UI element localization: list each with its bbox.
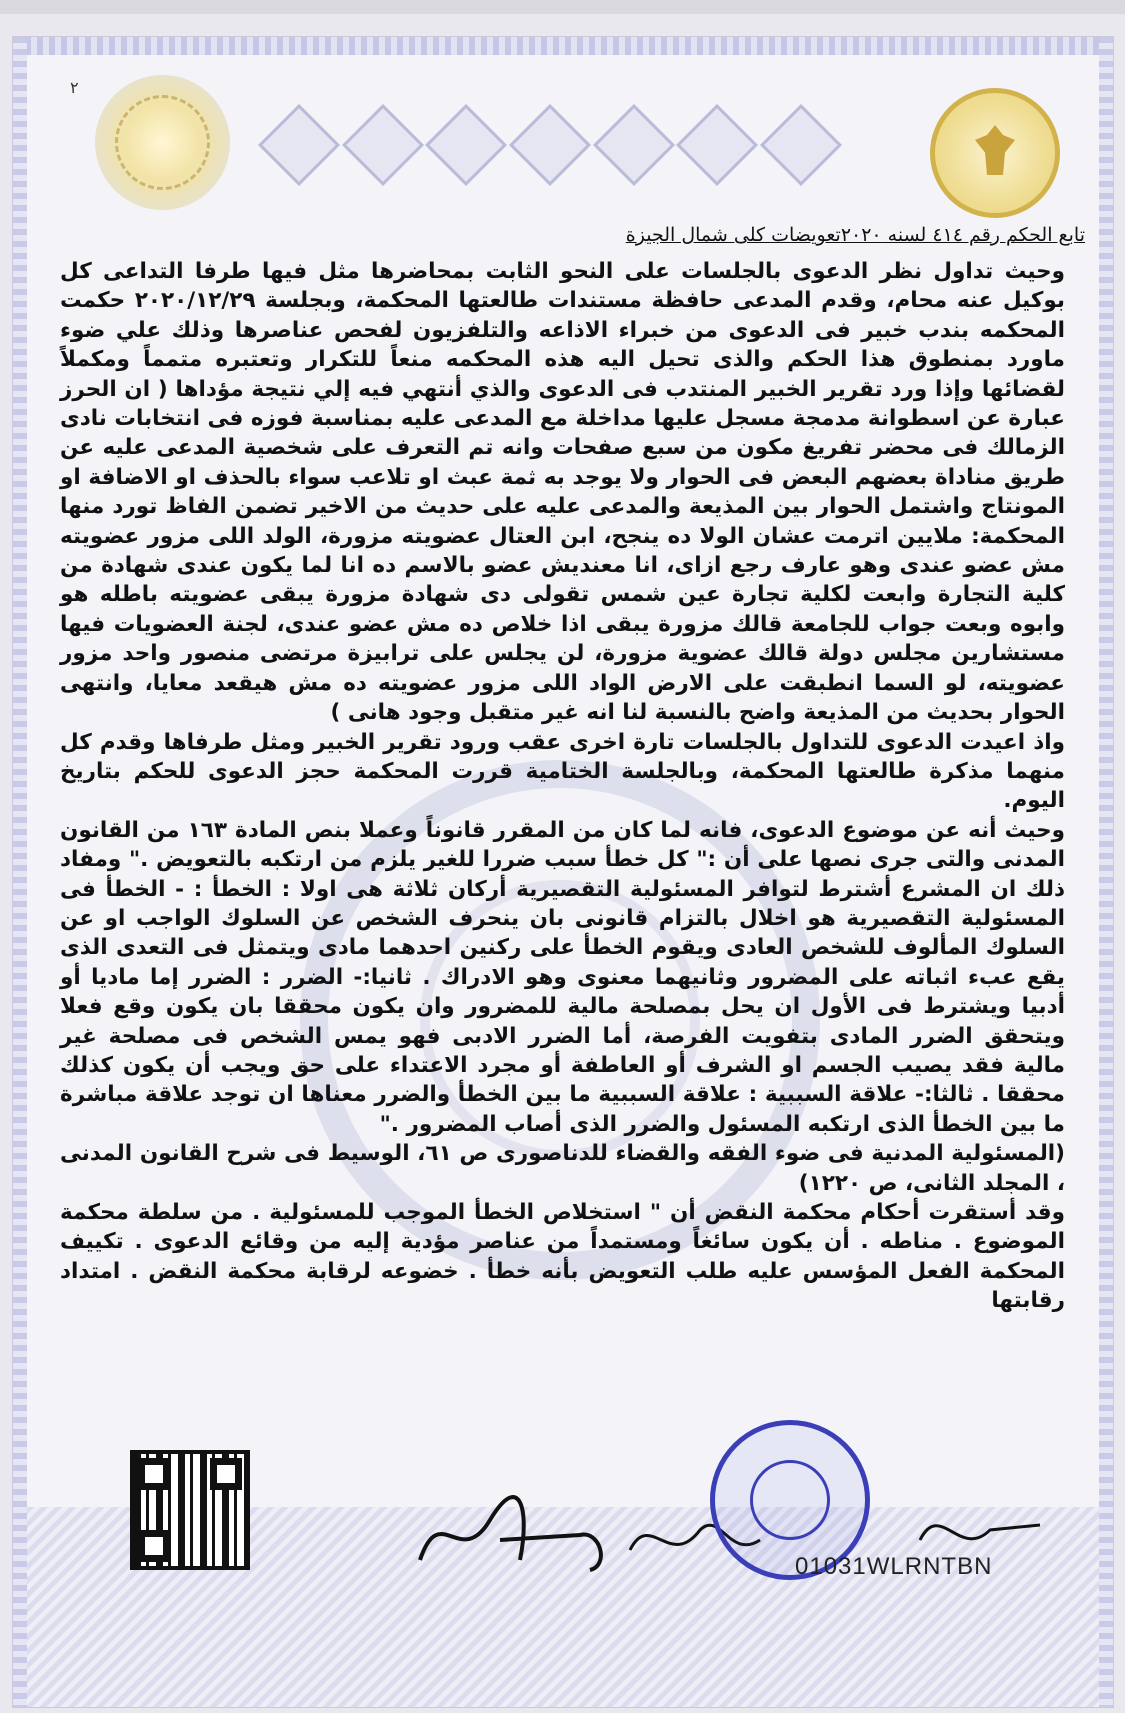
ornament-diamond xyxy=(258,104,340,186)
serial-number: 01031WLRNTBN xyxy=(795,1553,993,1580)
paragraph-reopening: واذ اعيدت الدعوى للتداول بالجلسات تارة اخرى عقب ورود تقرير الخبير ومثل طرفاها وقدم كل منهما مذكرة طالعتها المحكمة، وبالجلسة الختامية قررت المحكمة حجز الدعوى للحكم بتاريخ اليوم. xyxy=(60,729,1065,814)
ornament-diamond xyxy=(593,104,675,186)
security-border-right xyxy=(1099,37,1113,1707)
qr-finder xyxy=(138,1530,170,1562)
qr-finder xyxy=(210,1458,242,1490)
security-border-top xyxy=(13,37,1113,55)
screen-top-bar xyxy=(0,0,1125,14)
ornament-band xyxy=(270,100,830,190)
hologram-seal-ring xyxy=(115,95,210,190)
page-number: ٢ xyxy=(70,78,79,97)
judgment-body xyxy=(60,257,1065,1316)
ornament-diamond xyxy=(760,104,842,186)
ornament-diamond xyxy=(676,104,758,186)
security-border-left xyxy=(13,37,27,1707)
paragraph-cassation: وقد أستقرت أحكام محكمة النقض أن " استخلاص الخطأ الموجب للمسئولية . من سلطة محكمة الموضوع . مناطه . أن يكون سائغاً ومستمداً من عناصر مؤدية إليه من وقائع الدعوى . تكييف المحكمة الفعل المؤسس عليه طلب التعويض بأنه خطأ . خضوعه لرقابة محكمة النقض . امتداد رقابتها xyxy=(60,1200,1065,1314)
paragraph-proceedings: وحيث تداول نظر الدعوى بالجلسات على النحو الثابت بمحاضرها مثل فيها طرفا التداعى كل بوكيل عنه محام، وقدم المدعى حافظة مستندات طالعتها المحكمة، وبجلسة ٢٠٢٠/١٢/٢٩ حكمت المحكمه بندب خبير فى الدعوى من خبراء الاذاعه والتلفزيون لفحص عناصرها وذلك علي ضوء ماورد بمنطوق هذا الحكم والذى تحيل اليه هذه المحكمه منعاً للتكرار وتعتبره متمماً ومكملاً لقضائها وإذا ورد تقرير الخبير المنتدب فى الدعوى والذي أنتهي فيه إلي نتيجة مؤداها ( ان الحرز عبارة عن اسطوانة مدمجة مسجل عليها مداخلة مع المدعى عليه بمناسبة فوزه فى انتخابات نادى الزمالك فى محضر تفريغ مكون من سبع صفحات وانه تم التعرف على شخصية المدعى عليه عن طريق مناداة بعضهم البعض فى الحوار ولا يوجد به ثمة عبث او تلاعب سواء بالحذف او الاضافة او المونتاج واشتمل الحوار بين المذيعة والمدعى عليه على حديث من الاخير تضمن الفاظ تورد منها المحكمة: ملايين اترمت عشان الولا ده ينجح، ابن العتال عضويته مزورة، الولد اللى مزور عضويته مش عضو عندى وهو عارف رجع ازاى، انا معنديش عضو بالاسم ده انا لما يكون عندى شهادة من كلية التجارة وابعت لكلية تجارة عين شمس تقولى دى شهادة مزورة يبقى عضويته باطله هو وابوه وبعت جواب للجامعة قالك مزورة يبقى اذا خلاص ده مش عضو عندى، لجنة العضويات فيها مستشارين مجلس دولة قالك عضوية مزورة، لن يجلس على ترابيزة مرتضى منصور واحد مزور عضويته، لو السما انطبقت على الارض الواد اللى مزور عضويته ده مش هيقعد معايا، وانتهى الحوار بحديث من المذيعة واضح بالنسبة لنا انه غير متقبل وجود هانى ) xyxy=(60,259,1065,726)
signature-left xyxy=(420,1497,601,1570)
ornament-diamond xyxy=(509,104,591,186)
signature-right xyxy=(920,1525,1040,1540)
qr-finder xyxy=(138,1458,170,1490)
qr-code-icon xyxy=(130,1450,250,1570)
paragraph-citation: (المسئولية المدنية فى ضوء الفقه والقضاء للدناصورى ص ٦١، الوسيط فى شرح القانون المدنى ، المجلد الثانى، ص ١٢٢٠) xyxy=(60,1141,1065,1196)
ornament-diamond xyxy=(425,104,507,186)
court-stamp-inner xyxy=(750,1460,830,1540)
ornament-diamond xyxy=(342,104,424,186)
paragraph-legal-basis: وحيث أنه عن موضوع الدعوى، فانه لما كان من المقرر قانوناً وعملا بنص المادة ١٦٣ من القانون المدنى والتى جرى نصها على أن :" كل خطأ سبب ضررا للغير يلزم من ارتكبه بالتعويض ." ومفاد ذلك ان المشرع أشترط لتوافر المسئولية التقصيرية أركان ثلاثة هى اولا : الخطأ : - الخطأ فى المسئولية التقصيرية هو اخلال بالتزام قانونى بان ينحرف الشخص عن السلوك الواجب او عن السلوك المألوف للشخص العادى ويقوم الخطأ على ركنين احدهما مادى ويتمثل فى التعدى الذى يقع عبء اثباته على المضرور وثانيهما معنوى وهو الادراك . ثانيا:- الضرر : الضرر إما ماديا أو أدبيا ويشترط فى الأول ان يحل بمصلحة مالية للمضرور وان يكون محققا بان يكون وقع فعلا ويتحقق الضرر المادى بتفويت الفرصة، أما الضرر الادبى فهو يمس الشخص فى مصلحة غير مالية فقد يصيب الجسم او الشرف أو العاطفة أو مجرد الاعتداء على حق ويجب أن يكون كذلك محققا . ثالثا:- علاقة السببية : علاقة السببية ما بين الخطأ والضرر معناها ان توجد علاقة مباشرة ما بين الخطأ الذى ارتكبه المسئول والضرر الذى أصاب المضرور ." xyxy=(60,817,1065,1137)
case-header: تابع الحكم رقم ٤١٤ لسنه ٢٠٢٠تعويضات كلى شمال الجيزة xyxy=(625,224,1085,246)
